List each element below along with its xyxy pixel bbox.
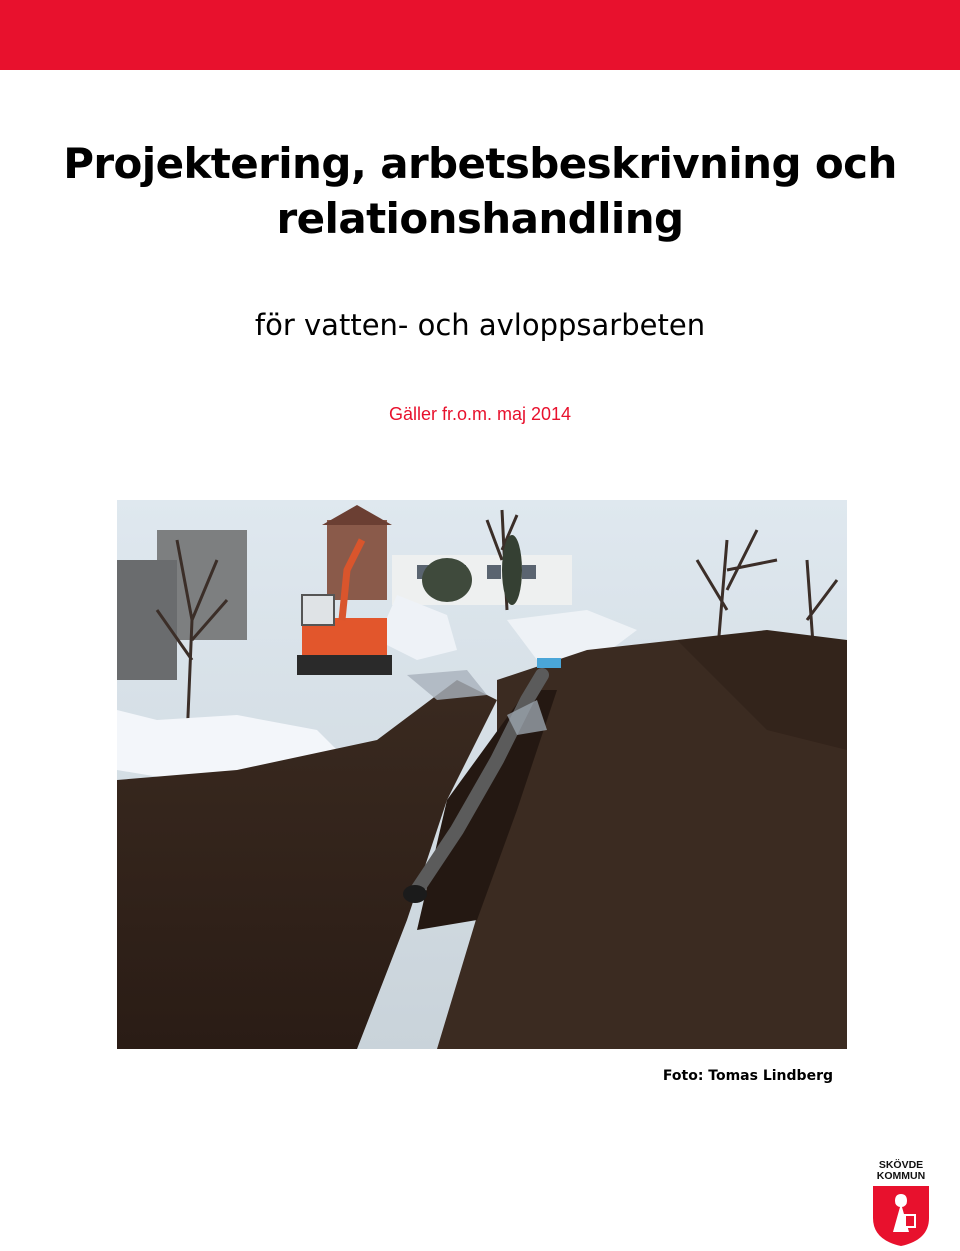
skovde-coat-of-arms-icon	[871, 1184, 931, 1248]
logo-text	[866, 1160, 936, 1182]
document-subtitle: för vatten- och avloppsarbeten	[254, 308, 706, 342]
logo-line-2: KOMMUN	[876, 1170, 926, 1182]
logo-line-1: SKÖVDE	[878, 1159, 924, 1171]
photo-credit: Foto: Tomas Lindberg	[662, 1068, 833, 1084]
title-line-1: Projektering, arbetsbeskrivning och	[63, 139, 897, 188]
document-title	[0, 136, 960, 246]
skovde-kommun-logo	[866, 1160, 936, 1250]
title-line-2: relationshandling	[276, 194, 684, 243]
top-red-band	[0, 0, 960, 70]
valid-from-date: Gäller fr.o.m. maj 2014	[388, 404, 572, 424]
excavation-trench-photo	[117, 500, 847, 1049]
